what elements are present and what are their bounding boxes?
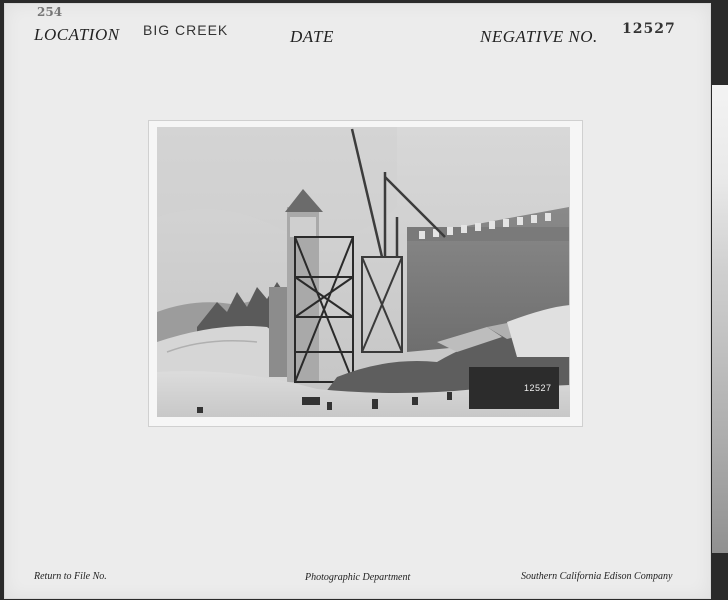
date-label: DATE <box>290 27 334 46</box>
location-label: LOCATION <box>34 25 120 44</box>
grayscale-calibration-strip <box>712 85 728 553</box>
pencil-file-note: 254 <box>37 5 63 19</box>
dam-construction-photo <box>157 127 570 417</box>
company-name-label: Southern California Edison Company <box>521 571 673 582</box>
photographic-department-label: Photographic Department <box>305 572 411 583</box>
negative-number-value: 12527 <box>622 21 676 37</box>
negative-number-mark: 12527 <box>524 383 552 393</box>
location-value: BIG CREEK <box>143 22 229 38</box>
return-to-file-label: Return to File No. <box>34 571 107 582</box>
negative-number-label: NEGATIVE NO. <box>480 27 598 46</box>
